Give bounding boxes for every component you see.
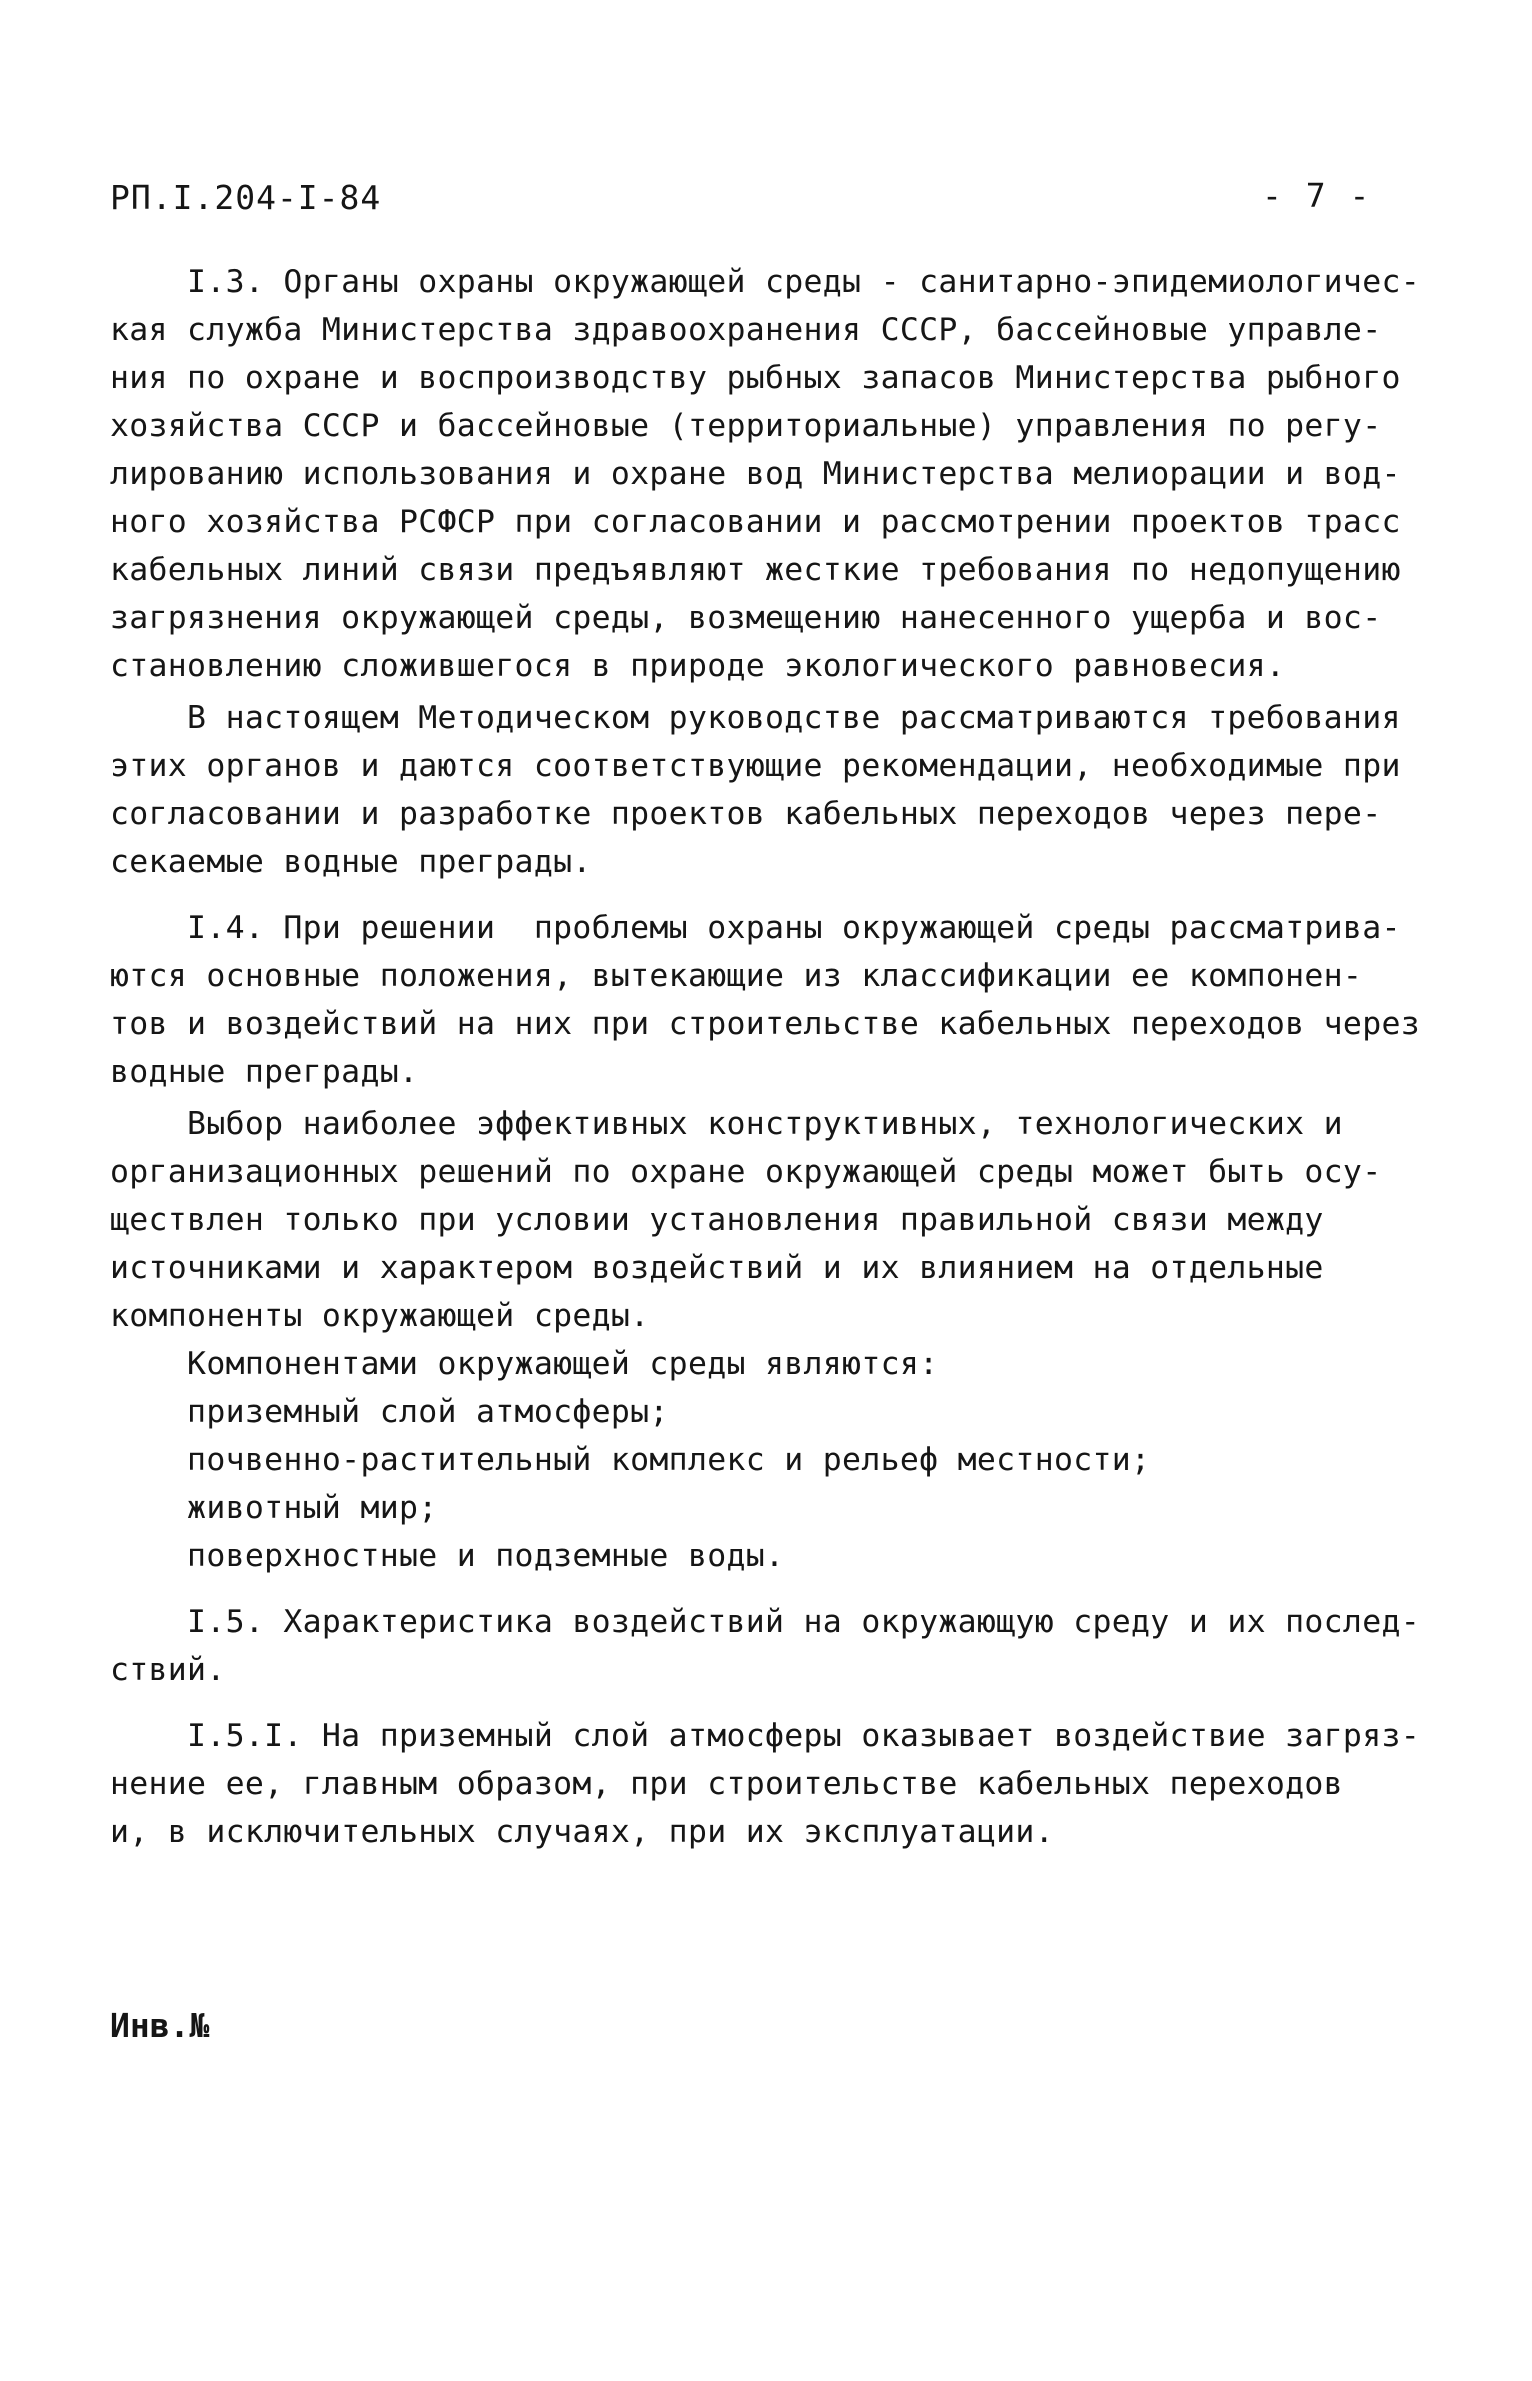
text-line: этих органов и даются соответствующие рекомендации, необходимые при (110, 748, 1401, 784)
text-line: тов и воздействий на них при строительстве кабельных переходов через (110, 1006, 1420, 1042)
text-line: ются основные положения, вытекающие из классификации ее компонен- (110, 958, 1363, 994)
document-code: РП.I.204-I-84 (110, 178, 382, 217)
paragraph-1-3 (110, 258, 1420, 690)
text-line: I.5.I. На приземный слой атмосферы оказывает воздействие загряз- (110, 1718, 1420, 1754)
paragraph-methodical-guide (110, 694, 1420, 886)
text-line: компоненты окружающей среды. (110, 1298, 650, 1334)
list-item: животный мир; (110, 1490, 438, 1526)
text-line: I.5. Характеристика воздействий на окружающую среду и их послед- (110, 1604, 1420, 1640)
text-line: хозяйства СССР и бассейновые (территориальные) управления по регу- (110, 408, 1382, 444)
text-line: I.3. Органы охраны окружающей среды - санитарно-эпидемиологичес- (110, 264, 1420, 300)
text-line: ществлен только при условии установления правильной связи между (110, 1202, 1324, 1238)
text-line: кая служба Министерства здравоохранения СССР, бассейновые управле- (110, 312, 1382, 348)
document-body (110, 258, 1420, 1856)
list-item: почвенно-растительный комплекс и рельеф местности; (110, 1442, 1151, 1478)
inventory-number-label: Инв.№ (110, 2006, 210, 2045)
text-line: В настоящем Методическом руководстве рассматриваются требования (110, 700, 1401, 736)
text-line: ствий. (110, 1652, 226, 1688)
page-number: - 7 - (1262, 176, 1372, 215)
paragraph-components-list (110, 1340, 1420, 1580)
text-line: организационных решений по охране окружающей среды может быть осу- (110, 1154, 1382, 1190)
text-line: ного хозяйства РСФСР при согласовании и рассмотрении проектов трасс (110, 504, 1401, 540)
text-line: секаемые водные преграды. (110, 844, 592, 880)
text-line: лированию использования и охране вод Министерства мелиорации и вод- (110, 456, 1401, 492)
paragraph-1-5-1 (110, 1712, 1420, 1856)
text-line: кабельных линий связи предъявляют жесткие требования по недопущению (110, 552, 1401, 588)
paragraph-solution-choice (110, 1100, 1420, 1340)
text-line: нение ее, главным образом, при строительстве кабельных переходов (110, 1766, 1343, 1802)
paragraph-1-5 (110, 1598, 1420, 1694)
text-line: Компонентами окружающей среды являются: (110, 1346, 939, 1382)
paragraph-1-4 (110, 904, 1420, 1096)
list-item: поверхностные и подземные воды. (110, 1538, 785, 1574)
list-item: приземный слой атмосферы; (110, 1394, 669, 1430)
text-line: Выбор наиболее эффективных конструктивных, технологических и (110, 1106, 1343, 1142)
text-line: загрязнения окружающей среды, возмещению нанесенного ущерба и вос- (110, 600, 1382, 636)
text-line: ния по охране и воспроизводству рыбных запасов Министерства рыбного (110, 360, 1401, 396)
text-line: водные преграды. (110, 1054, 419, 1090)
text-line: становлению сложившегося в природе экологического равновесия. (110, 648, 1286, 684)
text-line: источниками и характером воздействий и их влиянием на отдельные (110, 1250, 1324, 1286)
text-line: и, в исключительных случаях, при их эксплуатации. (110, 1814, 1054, 1850)
text-line: I.4. При решении проблемы охраны окружающей среды рассматрива- (110, 910, 1401, 946)
text-line: согласовании и разработке проектов кабельных переходов через пере- (110, 796, 1382, 832)
